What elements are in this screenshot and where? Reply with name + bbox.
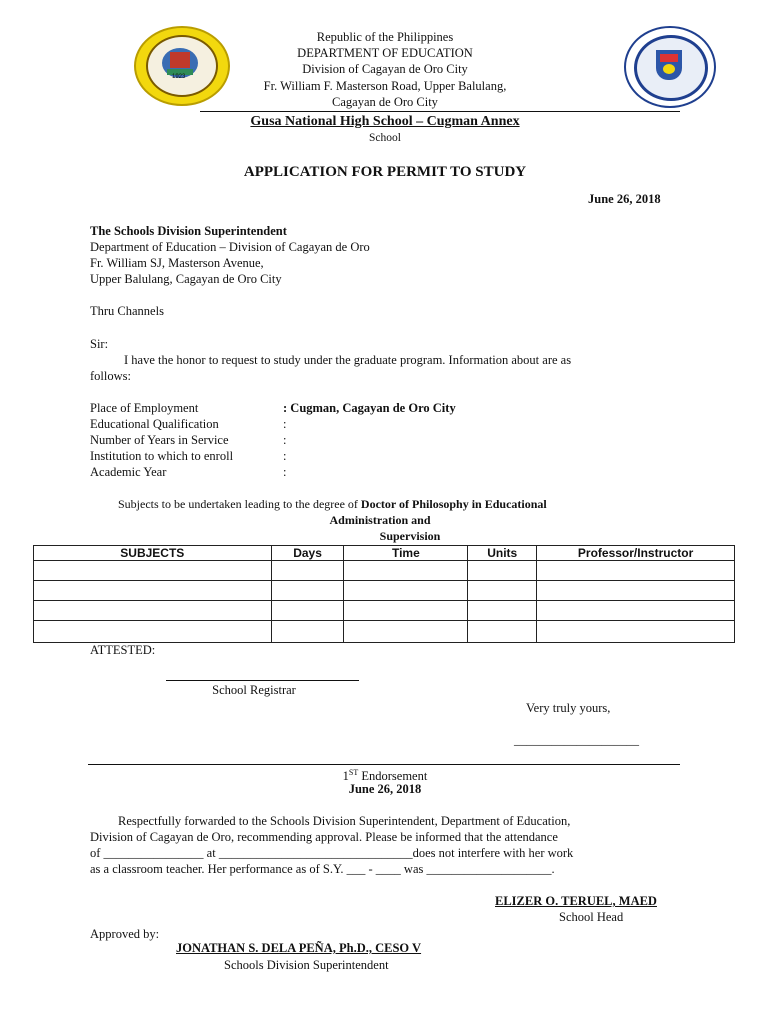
body-line-2: follows: <box>90 369 131 383</box>
thru-channels: Thru Channels <box>90 304 164 318</box>
table-cell[interactable] <box>344 621 468 643</box>
school-name: Gusa National High School – Cugman Annex <box>250 114 520 129</box>
attested-label: ATTESTED: <box>90 643 156 657</box>
table-cell[interactable] <box>344 601 468 621</box>
body-line-1: I have the honor to request to study under the graduate program. Information about are as <box>124 353 572 367</box>
endorse-text: - <box>365 862 376 876</box>
table-cell[interactable] <box>34 621 272 643</box>
col-professor: Professor/Instructor <box>537 546 735 561</box>
name-blank: ________________ <box>103 846 204 860</box>
table-cell[interactable] <box>468 561 537 581</box>
field-row <box>90 432 550 448</box>
field-value: : Cugman, Cagayan de Oro City <box>283 401 456 415</box>
table-row <box>34 561 735 581</box>
letterhead-line-5: Cagayan de Oro City <box>332 94 438 109</box>
endorse-text: at <box>203 846 219 860</box>
field-label: Number of Years in Service <box>90 433 229 447</box>
field-row <box>90 448 550 464</box>
degree-intro: Subjects to be undertaken leading to the degree of <box>118 497 361 511</box>
table-header-row <box>34 546 735 561</box>
field-label: Academic Year <box>90 465 167 479</box>
field-row <box>90 464 550 480</box>
table-cell[interactable] <box>537 561 735 581</box>
table-cell[interactable] <box>344 561 468 581</box>
table-cell[interactable] <box>468 581 537 601</box>
endorse-line-3 <box>90 845 573 861</box>
table-cell[interactable] <box>271 581 344 601</box>
table-cell[interactable] <box>34 561 272 581</box>
field-value: : <box>283 417 287 431</box>
closing: Very truly yours, <box>526 701 611 715</box>
deped-division-seal: 1923 <box>134 26 230 106</box>
col-time: Time <box>344 546 468 561</box>
table-row <box>34 621 735 643</box>
field-label: Institution to which to enroll <box>90 449 234 463</box>
info-fields <box>90 400 550 480</box>
approver-name: JONATHAN S. DELA PEÑA, Ph.D., CESO V <box>176 941 422 955</box>
school-head-name: ELIZER O. TERUEL, MAED <box>495 894 657 908</box>
col-days: Days <box>271 546 344 561</box>
field-label: Educational Qualification <box>90 417 219 431</box>
addressee-line-2: Fr. William SJ, Masterson Avenue, <box>90 256 264 270</box>
table-cell[interactable] <box>34 581 272 601</box>
addressee-block <box>90 223 490 287</box>
performance-blank: ____________________ <box>426 862 552 876</box>
header-divider <box>200 111 680 112</box>
table-cell[interactable] <box>344 581 468 601</box>
registrar-signature-line <box>166 680 359 681</box>
page-title: APPLICATION FOR PERMIT TO STUDY <box>243 164 527 180</box>
endorse-text: as a classroom teacher. Her performance as of S.Y. <box>90 862 347 876</box>
table-cell[interactable] <box>468 621 537 643</box>
addressee-line-1: Department of Education – Division of Cagayan de Oro <box>90 240 370 254</box>
degree-intro-line <box>118 497 547 512</box>
sy-start-blank: ___ <box>346 862 366 876</box>
letter-date: June 26, 2018 <box>588 192 661 206</box>
degree-name-3: Supervision <box>379 529 441 543</box>
institution-blank: _______________________________ <box>218 846 413 860</box>
endorse-line-2: Division of Cagayan de Oro, recommending approval. Please be informed that the attendance <box>90 830 558 844</box>
endorsement-number: 1 <box>342 769 349 784</box>
table-cell[interactable] <box>271 561 344 581</box>
col-units: Units <box>468 546 537 561</box>
approved-label: Approved by: <box>90 927 160 941</box>
table-cell[interactable] <box>537 601 735 621</box>
salutation: Sir: <box>90 337 109 351</box>
field-row <box>90 416 550 432</box>
endorsement-ordinal: ST <box>348 768 359 777</box>
endorse-line-1: Respectfully forwarded to the Schools Division Superintendent, Department of Education, <box>118 814 571 828</box>
table-cell[interactable] <box>271 621 344 643</box>
field-value: : <box>283 433 287 447</box>
table-row <box>34 601 735 621</box>
school-head-title: School Head <box>559 910 624 924</box>
endorse-line-4 <box>90 861 555 877</box>
endorse-text: . <box>551 862 555 876</box>
school-label: School <box>369 132 401 144</box>
degree-name-2: Administration and <box>329 513 431 527</box>
field-value: : <box>283 465 287 479</box>
table-cell[interactable] <box>468 601 537 621</box>
table-cell[interactable] <box>537 621 735 643</box>
letterhead-line-3: Division of Cagayan de Oro City <box>302 62 468 77</box>
letterhead-line-4: Fr. William F. Masterson Road, Upper Balulang, <box>263 78 507 93</box>
field-label: Place of Employment <box>90 401 199 415</box>
table-row <box>34 581 735 601</box>
field-value: : <box>283 449 287 463</box>
col-subjects: SUBJECTS <box>34 546 272 561</box>
letterhead-line-2: DEPARTMENT OF EDUCATION <box>297 46 473 61</box>
endorse-text: does not interfere with her work <box>412 846 574 860</box>
deped-national-seal <box>624 26 716 108</box>
table-cell[interactable] <box>34 601 272 621</box>
field-row <box>90 400 550 416</box>
endorse-text: was <box>400 862 427 876</box>
table-cell[interactable] <box>271 601 344 621</box>
endorse-text: of <box>90 846 104 860</box>
letterhead-line-1: Republic of the Philippines <box>316 30 454 44</box>
approver-title: Schools Division Superintendent <box>224 958 389 972</box>
degree-name-1: Doctor of Philosophy in Educational <box>360 497 547 511</box>
sy-end-blank: ____ <box>375 862 401 876</box>
addressee-name: The Schools Division Superintendent <box>90 224 287 238</box>
registrar-label: School Registrar <box>212 683 296 697</box>
letterhead <box>230 29 540 110</box>
endorsement-date: June 26, 2018 <box>348 782 422 796</box>
table-cell[interactable] <box>537 581 735 601</box>
subjects-table <box>33 545 735 643</box>
endorsement-word: Endorsement <box>358 769 428 784</box>
addressee-line-3: Upper Balulang, Cagayan de Oro City <box>90 272 282 286</box>
closing-signature-blank: ____________________ <box>514 733 639 747</box>
